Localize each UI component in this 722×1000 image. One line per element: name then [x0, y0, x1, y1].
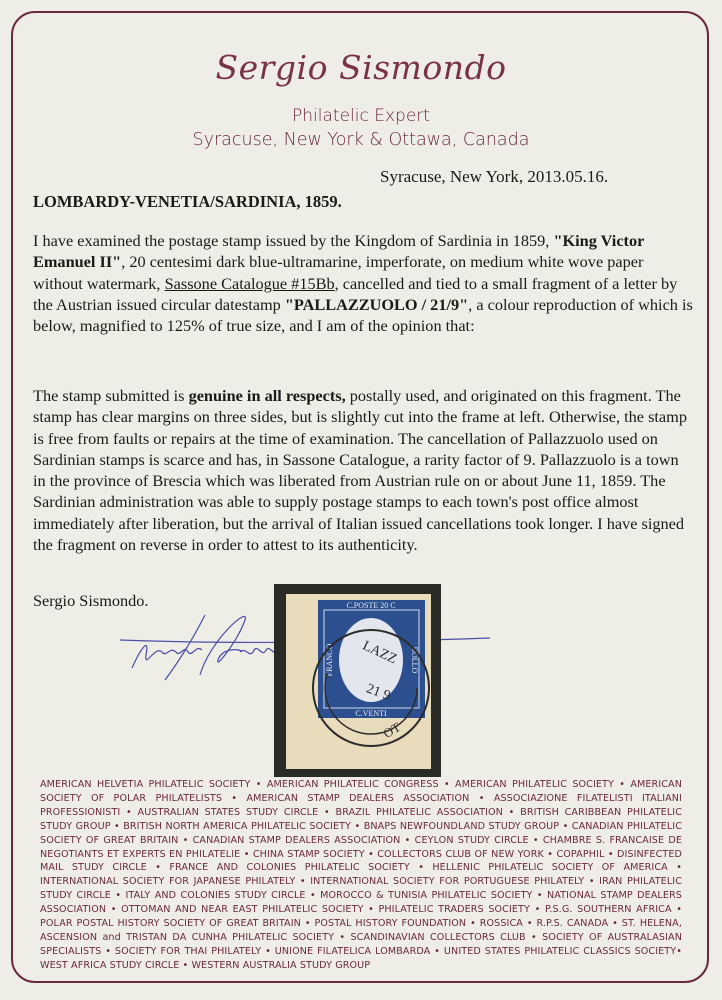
- examination-paragraph: [33, 230, 693, 336]
- postmark-date: 21 9: [364, 681, 393, 704]
- stamp-bottom-inscription: C.VENTI: [355, 709, 387, 718]
- text-run: , a colour reproduction of which is below, magnified to 125% of true size, and I am of the opinion that:: [33, 294, 693, 336]
- certificate-heading: LOMBARDY-VENETIA/SARDINIA, 1859.: [33, 192, 342, 211]
- datestamp-name: "PALLAZZUOLO / 21/9": [284, 294, 469, 314]
- text-run: , 20 centesimi dark blue-ultramarine, imperforate, on medium white wove paper without watermark,: [33, 252, 644, 293]
- text-run: , cancelled and tied to a small fragment of a letter by the Austrian issued circular datestamp: [33, 273, 678, 314]
- text-run: postally used, and originated on this fragment. The stamp has clear margins on three sides, but is slightly cut into the frame at left. Otherwise, the stamp is free from faults or repairs at the time of examination. The cancellation of Pallazzuolo used on Sardinian stamps is scarce and has, in Sassone Catalogue, a rarity factor of 9. Pallazzuolo is a town in the province of Brescia which was liberated from Austrian rule on or about June 11, 1859. The Sardinian administration was able to supply postage stamps to each town's post office almost immediately after liberation, but the arrival of Italian issued cancellations took longer. I have signed the fragment on reverse in order to attest to its authenticity.: [33, 386, 687, 555]
- postmark-month: OT: [380, 719, 404, 741]
- signer-name: Sergio Sismondo.: [33, 591, 149, 610]
- stamp-name: "King Victor Emanuel II": [33, 231, 645, 272]
- stamp-right-inscription: BOLLO: [410, 646, 419, 674]
- expert-name: Sergio Sismondo: [215, 48, 507, 87]
- expert-title: Philatelic Expert: [292, 106, 430, 126]
- expert-locations: Syracuse, New York & Ottawa, Canada: [192, 130, 530, 150]
- postmark-town: LAZZ: [360, 638, 399, 668]
- catalogue-reference: Sassone Catalogue #15Bb: [164, 273, 335, 293]
- stamp-on-fragment-image: [274, 584, 441, 777]
- stamp-left-inscription: FRANCO: [325, 643, 334, 677]
- text-run: The stamp submitted is: [33, 386, 189, 405]
- opinion-paragraph: [33, 385, 693, 555]
- text-run: I have examined the postage stamp issued by the Kingdom of Sardinia in 1859,: [33, 231, 554, 250]
- verdict: genuine in all respects,: [188, 386, 346, 405]
- place-date: Syracuse, New York, 2013.05.16.: [380, 167, 609, 186]
- society-memberships: AMERICAN HELVETIA PHILATELIC SOCIETY • AMERICAN PHILATELIC CONGRESS • AMERICAN PHILATELIC SOCIETY • AMERICAN SOCIETY OF POLAR PHILATELISTS • AMERICAN STAMP DEALERS ASSOCIATION • ASSOCIAZIONE FILATELISTI ITALIANI PROFESSIONISTI • AUSTRALIAN STATES STUDY CIRCLE • BRAZIL PHILATELIC ASSOCIATION • BRITISH CARIBBEAN PHILATELIC STUDY GROUP • BRITISH NORTH AMERICA PHILATELIC SOCIETY • BNAPS NEWFOUNDLAND STUDY GROUP • CANADIAN PHILATELIC SOCIETY OF GREAT BRITAIN • CANADIAN STAMP DEALERS ASSOCIATION • CEYLON STUDY CIRCLE • CHAMBRE S. FRANCAISE DE NEGOTIANTS ET EXPERTS EN PHILATELIE • CHINA STAMP SOCIETY • COLLECTORS CLUB OF NEW YORK • COPAPHIL • DISINFECTED MAIL STUDY CIRCLE • FRANCE AND COLONIES PHILATELIC SOCIETY • HELLENIC PHILATELIC SOCIETY OF AMERICA • INTERNATIONAL SOCIETY FOR JAPANESE PHILATELY • INTERNATIONAL SOCIETY FOR PORTUGUESE PHILATELY • IRAN PHILATELIC STUDY CIRCLE • ITALY AND COLONIES STUDY CIRCLE • MOROCCO & TUNISIA PHILATELIC SOCIETY • NATIONAL STAMP DEALERS ASSOCIATION • OTTOMAN AND NEAR EAST PHILATELIC SOCIETY • PHILATELIC TRADERS SOCIETY • P.S.G. SOUTHERN AFRICA • POLAR POSTAL HISTORY SOCIETY OF GREAT BRITAIN • POSTAL HISTORY FOUNDATION • ROSSICA • R.P.S. CANADA • ST. HELENA, ASCENSION and TRISTAN DA CUNHA PHILATELIC SOCIETY • SCANDINAVIAN COLLECTORS CLUB • SOCIETY OF AUSTRALASIAN SPECIALISTS • SOCIETY FOR THAI PHILATELY • UNIONE FILATELICA LOMBARDA • UNITED STATES PHILATELIC CLASSICS SOCIETY• WEST AFRICA STUDY CIRCLE • WESTERN AUSTRALIA STUDY GROUP: [40, 779, 682, 971]
- stamp-top-inscription: C.POSTE 20 C: [346, 601, 396, 610]
